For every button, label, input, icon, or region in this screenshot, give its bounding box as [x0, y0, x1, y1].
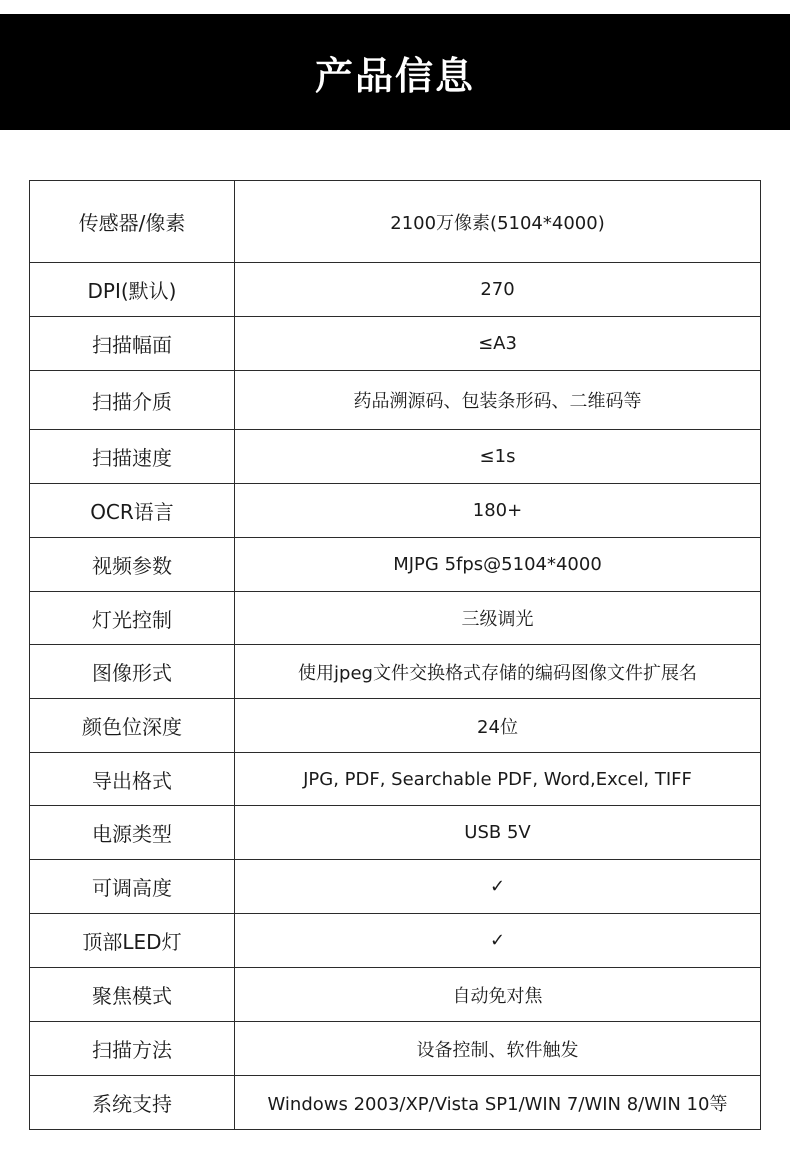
- table-row: [30, 1022, 761, 1076]
- spec-value: 24位: [235, 699, 761, 753]
- spec-value: 药品溯源码、包装条形码、二维码等: [235, 371, 761, 430]
- spec-value: 使用jpeg文件交换格式存储的编码图像文件扩展名: [235, 645, 761, 699]
- table-row: [30, 753, 761, 806]
- spec-label: 视频参数: [30, 538, 235, 592]
- table-row: [30, 263, 761, 317]
- spec-label: 扫描幅面: [30, 317, 235, 371]
- table-row: [30, 968, 761, 1022]
- spec-label: 聚焦模式: [30, 968, 235, 1022]
- spec-value: 自动免对焦: [235, 968, 761, 1022]
- spec-value: MJPG 5fps@5104*4000: [235, 538, 761, 592]
- spec-value: 三级调光: [235, 592, 761, 645]
- spec-value: JPG, PDF, Searchable PDF, Word,Excel, TIFF: [235, 753, 761, 806]
- check-icon: ✓: [235, 914, 761, 968]
- spec-value: 180+: [235, 484, 761, 538]
- spec-value: ≤A3: [235, 317, 761, 371]
- table-row: [30, 645, 761, 699]
- spec-value: ≤1s: [235, 430, 761, 484]
- spec-label: 顶部LED灯: [30, 914, 235, 968]
- table-row: [30, 181, 761, 263]
- spec-label: 可调高度: [30, 860, 235, 914]
- table-row: [30, 371, 761, 430]
- spec-value: USB 5V: [235, 806, 761, 860]
- spec-table: [29, 180, 761, 1130]
- spec-label: 灯光控制: [30, 592, 235, 645]
- table-row: [30, 806, 761, 860]
- spec-value: Windows 2003/XP/Vista SP1/WIN 7/WIN 8/WIN 10等: [235, 1076, 761, 1130]
- table-row: [30, 860, 761, 914]
- spec-label: 颜色位深度: [30, 699, 235, 753]
- spec-label: 扫描方法: [30, 1022, 235, 1076]
- check-icon: ✓: [235, 860, 761, 914]
- spec-label: 扫描速度: [30, 430, 235, 484]
- header-banner: [0, 14, 790, 130]
- spec-value: 设备控制、软件触发: [235, 1022, 761, 1076]
- spec-value: 270: [235, 263, 761, 317]
- table-row: [30, 592, 761, 645]
- spec-label: 电源类型: [30, 806, 235, 860]
- spec-label: DPI(默认): [30, 263, 235, 317]
- table-row: [30, 699, 761, 753]
- table-row: [30, 430, 761, 484]
- spec-value: 2100万像素(5104*4000): [235, 181, 761, 263]
- spec-label: 扫描介质: [30, 371, 235, 430]
- table-row: [30, 484, 761, 538]
- page-title: 产品信息: [314, 53, 475, 98]
- table-row: [30, 1076, 761, 1130]
- table-row: [30, 914, 761, 968]
- table-row: [30, 317, 761, 371]
- spec-label: 导出格式: [30, 753, 235, 806]
- spec-label: OCR语言: [30, 484, 235, 538]
- table-row: [30, 538, 761, 592]
- spec-label: 传感器/像素: [30, 181, 235, 263]
- spec-label: 图像形式: [30, 645, 235, 699]
- spec-label: 系统支持: [30, 1076, 235, 1130]
